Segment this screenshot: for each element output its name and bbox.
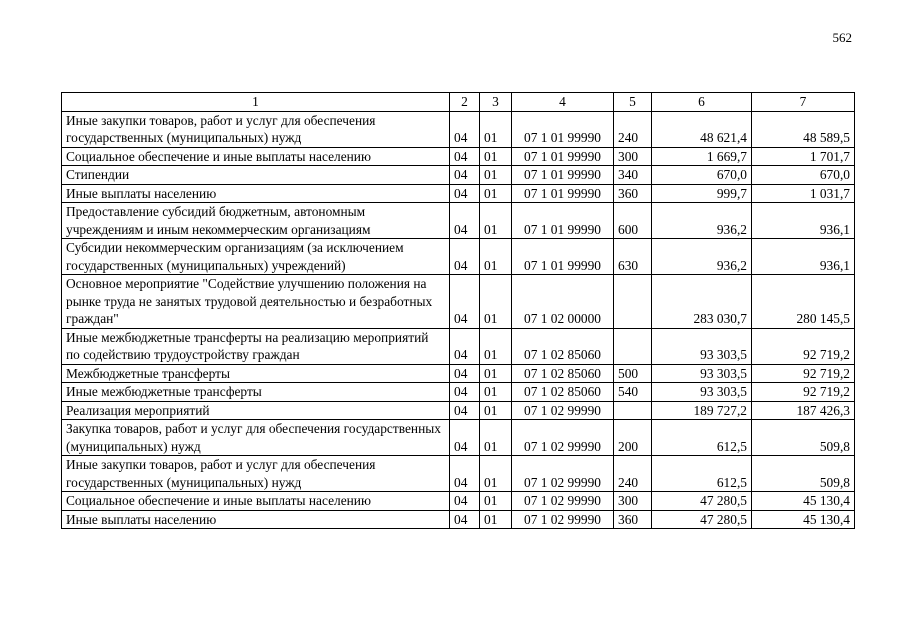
cell-subsection: 01 (480, 147, 512, 166)
cell-target-code: 07 1 01 99990 (512, 166, 614, 185)
cell-expense-type: 200 (614, 420, 652, 456)
cell-subsection: 01 (480, 184, 512, 203)
cell-section: 04 (450, 456, 480, 492)
table-row (62, 111, 855, 147)
cell-subsection: 01 (480, 456, 512, 492)
cell-section: 04 (450, 383, 480, 402)
cell-expense-type: 240 (614, 111, 652, 147)
cell-target-code: 07 1 01 99990 (512, 239, 614, 275)
cell-subsection: 01 (480, 203, 512, 239)
table-row (62, 510, 855, 529)
cell-amount-1: 47 280,5 (652, 510, 752, 529)
cell-subsection: 01 (480, 166, 512, 185)
cell-amount-2: 45 130,4 (752, 510, 855, 529)
col-header-6: 6 (652, 93, 752, 112)
cell-target-code: 07 1 02 99990 (512, 456, 614, 492)
row-name: Иные закупки товаров, работ и услуг для обеспечения государственных (муниципальных) нужд (62, 111, 450, 147)
table-row (62, 492, 855, 511)
cell-expense-type: 500 (614, 364, 652, 383)
cell-subsection: 01 (480, 401, 512, 420)
row-name: Социальное обеспечение и иные выплаты населению (62, 147, 450, 166)
cell-amount-1: 670,0 (652, 166, 752, 185)
cell-target-code: 07 1 02 00000 (512, 275, 614, 329)
cell-section: 04 (450, 147, 480, 166)
cell-subsection: 01 (480, 420, 512, 456)
table-row (62, 147, 855, 166)
cell-expense-type: 300 (614, 492, 652, 511)
cell-amount-1: 999,7 (652, 184, 752, 203)
cell-expense-type: 300 (614, 147, 652, 166)
cell-amount-2: 92 719,2 (752, 383, 855, 402)
cell-amount-1: 189 727,2 (652, 401, 752, 420)
cell-amount-1: 612,5 (652, 420, 752, 456)
cell-section: 04 (450, 420, 480, 456)
table-row (62, 328, 855, 364)
cell-target-code: 07 1 02 99990 (512, 401, 614, 420)
cell-amount-1: 48 621,4 (652, 111, 752, 147)
cell-section: 04 (450, 492, 480, 511)
cell-section: 04 (450, 184, 480, 203)
page-number: 562 (832, 30, 852, 45)
cell-target-code: 07 1 01 99990 (512, 111, 614, 147)
cell-subsection: 01 (480, 111, 512, 147)
row-name: Субсидии некоммерческим организациям (за исключением государственных (муниципальных) учреждений) (62, 239, 450, 275)
table-row (62, 401, 855, 420)
col-header-1: 1 (62, 93, 450, 112)
row-name: Иные закупки товаров, работ и услуг для обеспечения государственных (муниципальных) нужд (62, 456, 450, 492)
cell-expense-type: 240 (614, 456, 652, 492)
cell-expense-type (614, 401, 652, 420)
row-name: Иные межбюджетные трансферты на реализацию мероприятий по содействию трудоустройству граждан (62, 328, 450, 364)
cell-amount-2: 92 719,2 (752, 328, 855, 364)
cell-amount-1: 47 280,5 (652, 492, 752, 511)
cell-target-code: 07 1 02 99990 (512, 492, 614, 511)
cell-amount-2: 509,8 (752, 420, 855, 456)
cell-section: 04 (450, 510, 480, 529)
cell-amount-2: 509,8 (752, 456, 855, 492)
cell-section: 04 (450, 275, 480, 329)
table-row (62, 383, 855, 402)
table-row (62, 166, 855, 185)
cell-expense-type: 340 (614, 166, 652, 185)
row-name: Социальное обеспечение и иные выплаты населению (62, 492, 450, 511)
cell-expense-type: 540 (614, 383, 652, 402)
cell-amount-2: 92 719,2 (752, 364, 855, 383)
row-name: Стипендии (62, 166, 450, 185)
cell-subsection: 01 (480, 383, 512, 402)
col-header-2: 2 (450, 93, 480, 112)
row-name: Иные выплаты населению (62, 510, 450, 529)
cell-expense-type: 630 (614, 239, 652, 275)
cell-expense-type (614, 328, 652, 364)
cell-amount-1: 283 030,7 (652, 275, 752, 329)
cell-section: 04 (450, 364, 480, 383)
cell-amount-2: 1 031,7 (752, 184, 855, 203)
cell-amount-2: 280 145,5 (752, 275, 855, 329)
cell-amount-2: 936,1 (752, 239, 855, 275)
cell-amount-1: 936,2 (652, 203, 752, 239)
row-name: Иные межбюджетные трансферты (62, 383, 450, 402)
table-row (62, 203, 855, 239)
cell-amount-2: 187 426,3 (752, 401, 855, 420)
row-name: Иные выплаты населению (62, 184, 450, 203)
cell-expense-type: 360 (614, 184, 652, 203)
cell-target-code: 07 1 01 99990 (512, 184, 614, 203)
table-row (62, 364, 855, 383)
cell-section: 04 (450, 166, 480, 185)
cell-section: 04 (450, 111, 480, 147)
table-row (62, 239, 855, 275)
cell-section: 04 (450, 328, 480, 364)
cell-section: 04 (450, 203, 480, 239)
row-name: Основное мероприятие "Содействие улучшению положения на рынке труда не занятых трудовой деятельностью и безработных граждан" (62, 275, 450, 329)
cell-expense-type: 360 (614, 510, 652, 529)
row-name: Межбюджетные трансферты (62, 364, 450, 383)
cell-expense-type: 600 (614, 203, 652, 239)
table-row (62, 420, 855, 456)
table-row (62, 275, 855, 329)
cell-target-code: 07 1 02 85060 (512, 383, 614, 402)
row-name: Закупка товаров, работ и услуг для обеспечения государственных (муниципальных) нужд (62, 420, 450, 456)
cell-amount-1: 93 303,5 (652, 364, 752, 383)
cell-subsection: 01 (480, 510, 512, 529)
row-name: Реализация мероприятий (62, 401, 450, 420)
table-row (62, 184, 855, 203)
cell-amount-1: 1 669,7 (652, 147, 752, 166)
col-header-3: 3 (480, 93, 512, 112)
cell-target-code: 07 1 02 85060 (512, 364, 614, 383)
header-row (62, 93, 855, 112)
cell-subsection: 01 (480, 328, 512, 364)
cell-amount-2: 670,0 (752, 166, 855, 185)
cell-amount-1: 612,5 (652, 456, 752, 492)
budget-table (61, 92, 855, 529)
cell-amount-2: 936,1 (752, 203, 855, 239)
cell-target-code: 07 1 02 99990 (512, 510, 614, 529)
cell-amount-1: 93 303,5 (652, 383, 752, 402)
col-header-5: 5 (614, 93, 652, 112)
cell-target-code: 07 1 01 99990 (512, 147, 614, 166)
cell-amount-2: 48 589,5 (752, 111, 855, 147)
cell-amount-2: 1 701,7 (752, 147, 855, 166)
cell-subsection: 01 (480, 239, 512, 275)
cell-amount-2: 45 130,4 (752, 492, 855, 511)
cell-subsection: 01 (480, 492, 512, 511)
cell-target-code: 07 1 02 99990 (512, 420, 614, 456)
cell-expense-type (614, 275, 652, 329)
table-row (62, 456, 855, 492)
cell-subsection: 01 (480, 275, 512, 329)
col-header-4: 4 (512, 93, 614, 112)
cell-target-code: 07 1 01 99990 (512, 203, 614, 239)
cell-subsection: 01 (480, 364, 512, 383)
col-header-7: 7 (752, 93, 855, 112)
cell-amount-1: 93 303,5 (652, 328, 752, 364)
cell-amount-1: 936,2 (652, 239, 752, 275)
cell-target-code: 07 1 02 85060 (512, 328, 614, 364)
cell-section: 04 (450, 239, 480, 275)
row-name: Предоставление субсидий бюджетным, автономным учреждениям и иным некоммерческим организациям (62, 203, 450, 239)
cell-section: 04 (450, 401, 480, 420)
